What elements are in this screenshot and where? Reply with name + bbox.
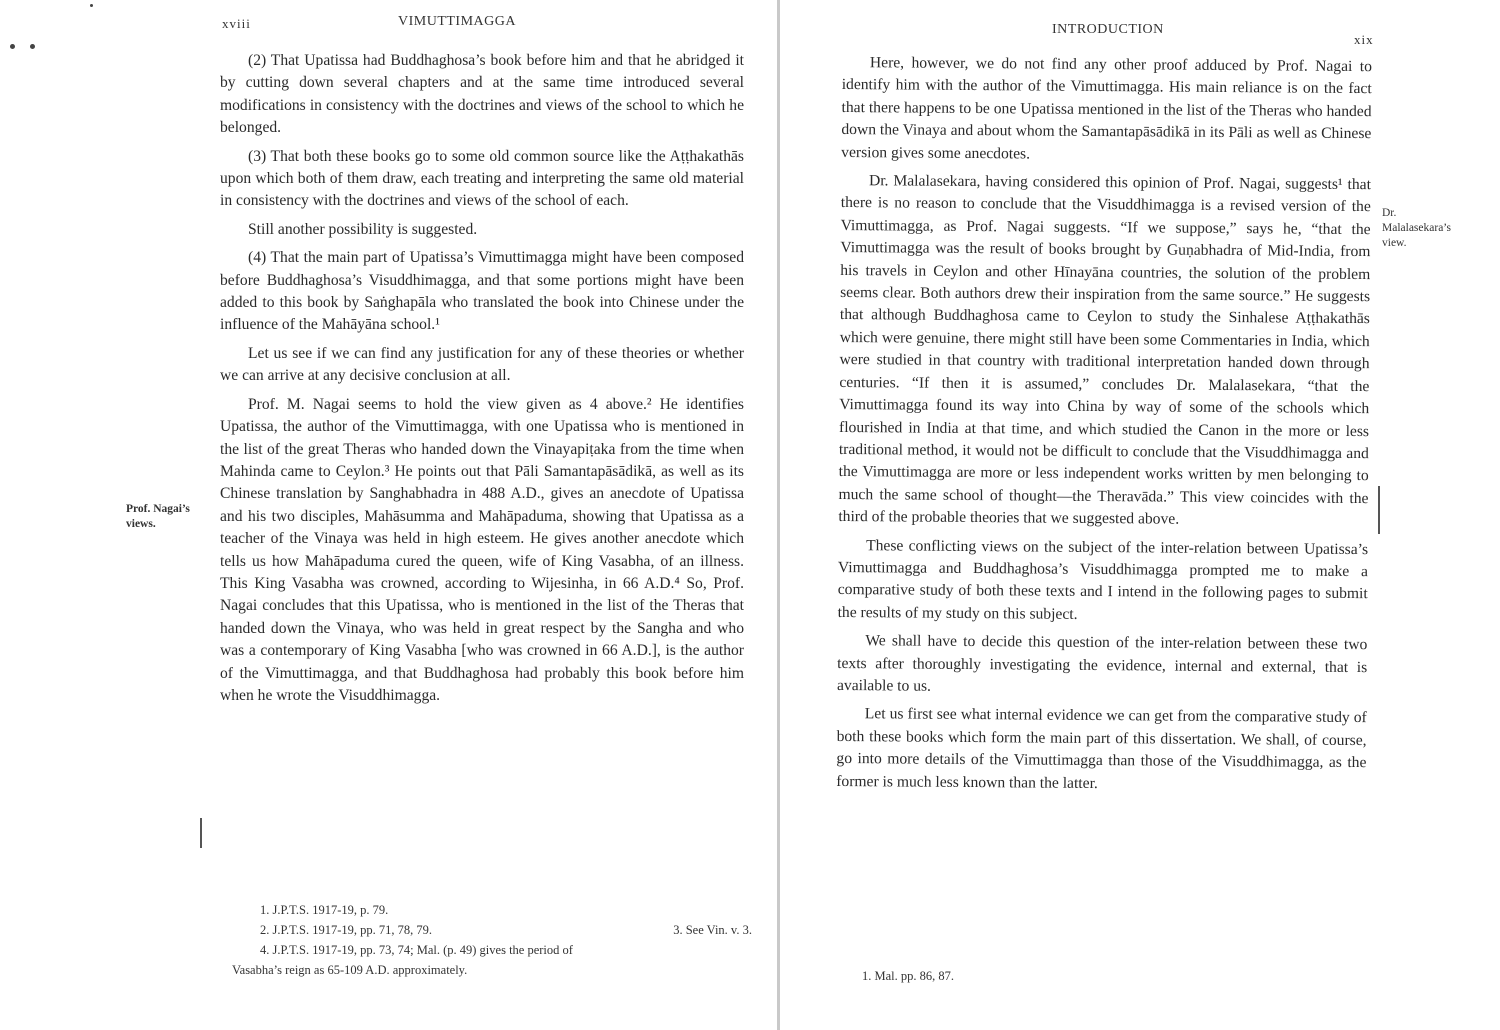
- running-head: VIMUTTIMAGGA: [398, 14, 516, 29]
- paragraph: Here, however, we do not find any other proof adduced by Prof. Nagai to identify him with the author of the Vimuttimagga. His main reliance is on the fact that there happens to be one Upatissa mentioned in the list of the Theras who handed down the Vinaya and about whom the Samantapāsādikā in its Pāli as well as Chinese version gives some anecdotes.: [841, 54, 1372, 163]
- page-number: xviii: [222, 16, 251, 31]
- footnote: 2. J.P.T.S. 1917-19, pp. 71, 78, 79.: [260, 923, 433, 937]
- paragraph: Prof. M. Nagai seems to hold the view given as 4 above.² He identifies Upatissa, the author of the Vimuttimagga, with one Upatissa who is mentioned in the list of the great Theras who handed down the Vinayapiṭaka from the time when Mahinda came to Ceylon.³ He points out that Pāli Samantapāsādikā, as well as its Chinese translation by Sanghabhadra in 488 A.D., gives an anecdote of Upatissa and his two disciples, Mahāsumma and Mahāpaduma, showing that Upatissa as a teacher of the Vinaya was held in high esteem. He gives another anecdote which tells us how Mahāpaduma cured the queen, wife of King Vasabha, of an illness. This King Vasabha was crowned, according to Wijesinha, in 66 A.D.⁴ So, Prof. Nagai concludes that this Upatissa, who is mentioned in the list of the Theras that handed down the Vinaya, who was held in great respect by the Sangha and who was a contemporary of King Vasabha [who was crowned in 66 A.D.], is the author of the Vimuttimagga, and that Buddhaghosa had probably this book before him when he wrote the Visuddhimagga.: [220, 395, 744, 704]
- footnote: Vasabha’s reign as 65-109 A.D. approximately.: [232, 963, 468, 977]
- footnote: 3. See Vin. v. 3.: [673, 923, 752, 937]
- right-body-text: [836, 52, 1372, 803]
- paragraph: These conflicting views on the subject of the inter-relation between Upatissa’s Vimuttimagga and Buddhaghosa’s Visuddhimagga prompted me to make a comparative study of both these texts and I intend in the following pages to submit the results of my study on this subject.: [837, 536, 1369, 623]
- paragraph: (3) That both these books go to some old common source like the Aṭṭhakathās upon which both of them draw, each treating and interpreting the same old material in consistency with the doctrines and views of the school of each.: [220, 147, 744, 210]
- paragraph: (4) That the main part of Upatissa’s Vimuttimagga might have been composed before Buddhaghosa’s Visuddhimagga, and that some portions might have been added to this book by Saṅghapāla who translated the book into Chinese under the influence of the Mahāyāna school.¹: [220, 249, 744, 334]
- footnote: 4. J.P.T.S. 1917-19, pp. 73, 74; Mal. (p. 49) gives the period of: [260, 943, 573, 957]
- paragraph: Let us see if we can find any justification for any of these theories or whether we can arrive at any decisive conclusion at all.: [220, 344, 744, 385]
- footnote: 1. J.P.T.S. 1917-19, p. 79.: [260, 903, 389, 917]
- scan-speck: [30, 44, 35, 49]
- footnote-row: [232, 920, 752, 940]
- footnotes: [232, 900, 752, 980]
- left-body-text: [220, 50, 744, 713]
- scan-speck: [10, 44, 15, 49]
- scan-mark: [1378, 486, 1380, 534]
- right-page: [780, 0, 1500, 1030]
- margin-note: Dr. Malalasekara’s view.: [1382, 207, 1451, 249]
- page-number: xix: [1354, 32, 1374, 47]
- scan-speck: [90, 4, 93, 7]
- running-head: INTRODUCTION: [1052, 22, 1164, 37]
- scan-mark: [200, 818, 202, 848]
- paragraph: Let us first see what internal evidence we can get from the comparative study of both these books which form the main part of this dissertation. We shall, of course, go into more details of the Vimuttimagga than those of the Visuddhimagga, as the former is much less known than the latter.: [836, 705, 1367, 792]
- margin-note: Prof. Nagai’s views.: [126, 503, 190, 530]
- paragraph: (2) That Upatissa had Buddhaghosa’s book before him and that he abridged it by cutting down several chapters and at the same time introduced several modifications in consistency with the doctrines and views of the school to which he belonged.: [220, 52, 744, 137]
- footnote: 1. Mal. pp. 86, 87.: [862, 969, 955, 983]
- paragraph: Still another possibility is suggested.: [248, 220, 478, 238]
- paragraph: Dr. Malalasekara, having considered this opinion of Prof. Nagai, suggests¹ that there is no reason to conclude that the Visuddhimagga is a revised version of the Vimuttimagga, as Prof. Nagai suggests. “If we suppose,” says he, “that the Vimuttimagga was the result of books brought by Guṇabhadra of Mid-India, from his travels in Ceylon and other Hīnayāna countries, the solution of the problem seems clear. Both authors drew their inspiration from the same source.” He suggests that although Buddhaghosa came to Ceylon to study the Sinhalese Aṭṭhakathās which were genuine, there might still have been some Commentaries in India, which were studied in that country with traditional interpretation handed down through centuries. “If then it is assumed,” concludes Dr. Malalasekara, “that the Vimuttimagga found its way into China by way of some of the schools which flourished in India at that time, and which studied the Canon in the more or less traditional method, it would not be difficult to conclude that the Visuddhimagga and the Vimuttimagga are more or less independent works written by men belonging to much the same school of thought—the Theravāda.” This view coincides with the third of the probable theories that we suggested above.: [838, 172, 1372, 528]
- paragraph: We shall have to decide this question of the inter-relation between these two texts after thoroughly investigating the evidence, internal and external, that is available to us.: [836, 632, 1368, 695]
